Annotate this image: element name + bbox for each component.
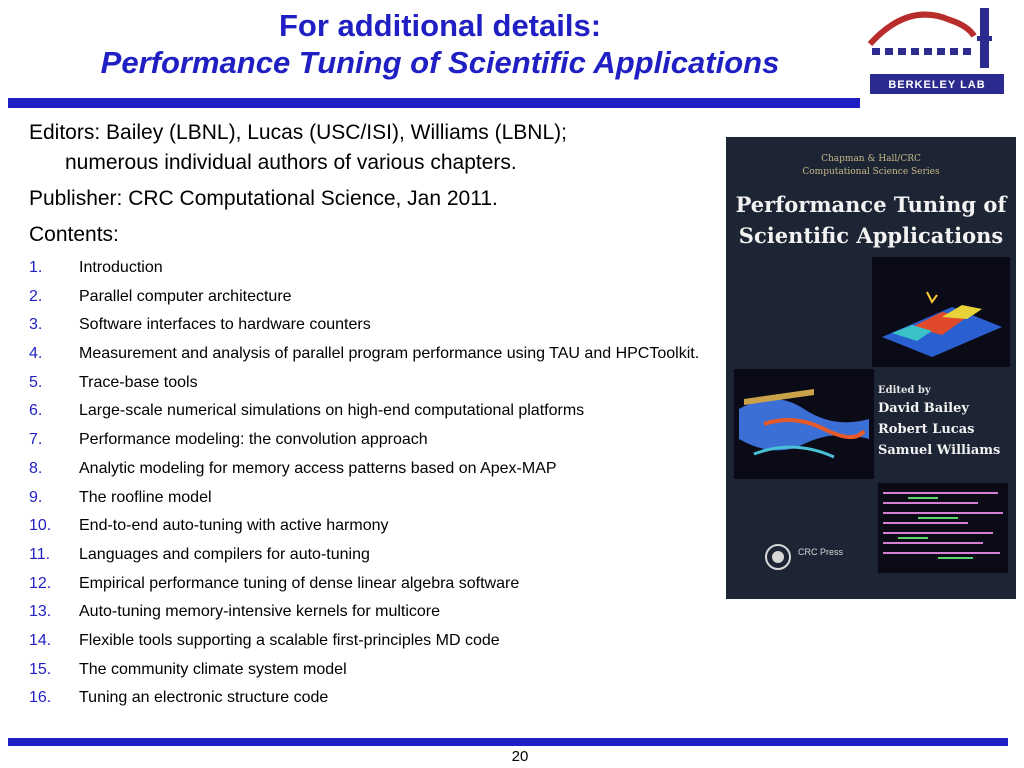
cover-publisher: CRC Press <box>798 547 844 557</box>
list-item: 15. The community climate system model <box>29 660 347 678</box>
crc-press-logo-icon <box>762 541 794 573</box>
list-item: 8. Analytic modeling for memory access patterns based on Apex-MAP <box>29 459 557 477</box>
wave-plot-image <box>734 369 874 479</box>
intro-block <box>29 118 719 250</box>
list-item: 2. Parallel computer architecture <box>29 287 292 305</box>
chapter-list <box>29 258 719 717</box>
title-divider <box>8 98 860 108</box>
list-item: 7. Performance modeling: the convolution approach <box>29 431 428 449</box>
cover-title-line1: Performance Tuning of <box>735 192 1007 217</box>
list-item: 3. Software interfaces to hardware counters <box>29 316 371 334</box>
cover-editor-name: David Bailey <box>878 401 969 416</box>
list-item: 5. Trace-base tools <box>29 373 198 391</box>
list-item: 11. Languages and compilers for auto-tuning <box>29 545 370 563</box>
cover-series-line2: Computational Science Series <box>802 167 940 177</box>
book-cover <box>726 137 1016 599</box>
cover-edited-by: Edited by <box>878 385 931 396</box>
publisher-line: Publisher: CRC Computational Science, Jan 2011. <box>29 187 498 210</box>
list-item: 10. End-to-end auto-tuning with active harmony <box>29 517 389 535</box>
contents-heading: Contents: <box>29 223 119 246</box>
timeline-plot-image <box>878 483 1008 573</box>
editors-line: Editors: Bailey (LBNL), Lucas (USC/ISI), Williams (LBNL); <box>29 121 567 144</box>
list-item: 1. Introduction <box>29 259 163 276</box>
cover-title-line2: Scientific Applications <box>738 223 1004 248</box>
slide-title-line1: For additional details: <box>278 8 602 43</box>
berkeley-lab-logo <box>868 6 1008 98</box>
list-item: 4. Measurement and analysis of parallel program performance using TAU and HPCToolkit. <box>29 345 700 363</box>
surface-plot-image <box>872 257 1010 367</box>
list-item: 13. Auto-tuning memory-intensive kernels for multicore <box>29 603 441 621</box>
cover-title <box>726 189 1016 251</box>
editors-line-continued: numerous individual authors of various chapters. <box>65 151 517 174</box>
cover-series-line1: Chapman & Hall/CRC <box>821 154 921 164</box>
logo-text: BERKELEY LAB <box>888 79 986 91</box>
list-item: 9. The roofline model <box>29 488 212 506</box>
list-item: 16. Tuning an electronic structure code <box>29 689 329 707</box>
list-item: 14. Flexible tools supporting a scalable first-principles MD code <box>29 631 500 649</box>
list-item: 12. Empirical performance tuning of dense linear algebra software <box>29 574 520 592</box>
list-item: 6. Large-scale numerical simulations on high-end computational platforms <box>29 402 585 420</box>
cover-editor-name: Samuel Williams <box>878 443 1001 458</box>
cover-series <box>726 153 1016 179</box>
footer-divider <box>8 738 1008 746</box>
cover-editor-name: Robert Lucas <box>878 422 975 437</box>
page-number: 20 <box>511 748 529 765</box>
slide-title-line2: Performance Tuning of Scientific Applications <box>100 45 780 80</box>
